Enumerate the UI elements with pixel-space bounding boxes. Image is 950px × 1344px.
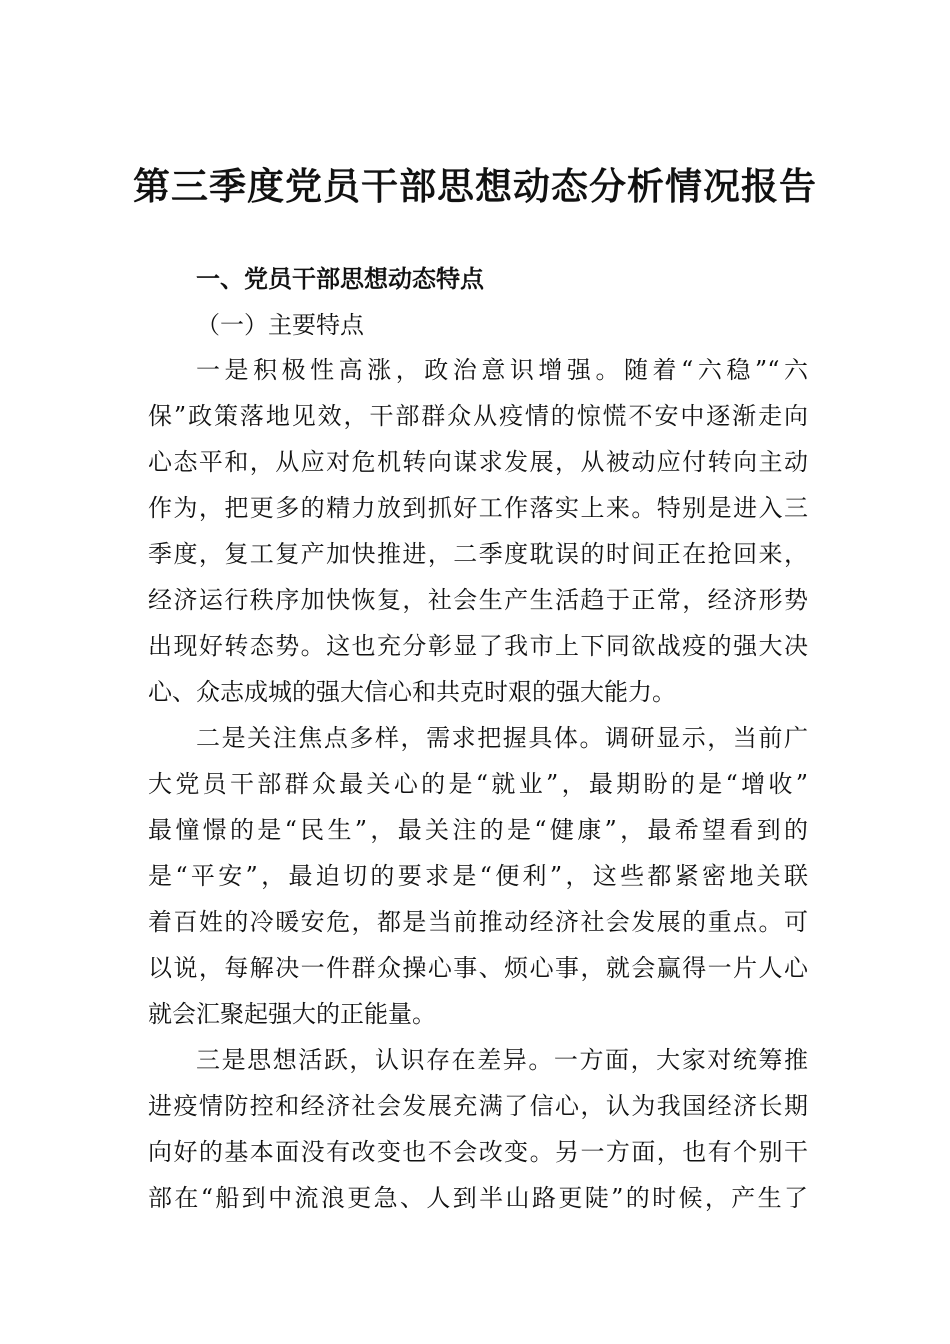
paragraph-line: 保”政策落地见效，干部群众从疫情的惊慌不安中逐渐走向 [148,402,808,430]
subsection-heading: （一）主要特点 [196,311,364,339]
paragraph-line: 出现好转态势。这也充分彰显了我市上下同欲战疫的强大决 [148,632,808,660]
paragraph-line: 就会汇聚起强大的正能量。 [148,1000,436,1028]
paragraph-line: 经济运行秩序加快恢复，社会生产生活趋于正常，经济形势 [148,586,808,614]
paragraph-line: 最憧憬的是“民生”，最关注的是“健康”，最希望看到的 [148,816,808,844]
paragraph-line: 季度，复工复产加快推进，二季度耽误的时间正在抢回来， [148,540,808,568]
paragraph-line: 心态平和，从应对危机转向谋求发展，从被动应付转向主动 [148,448,808,476]
paragraph-line: 以说，每解决一件群众操心事、烦心事，就会赢得一片人心 [148,954,808,982]
paragraph-line: 三是思想活跃，认识存在差异。一方面，大家对统筹推 [196,1046,808,1074]
paragraph-line: 心、众志成城的强大信心和共克时艰的强大能力。 [148,678,676,706]
paragraph-line: 一是积极性高涨，政治意识增强。随着“六稳”“六 [196,356,808,384]
paragraph-line: 二是关注焦点多样，需求把握具体。调研显示，当前广 [196,724,808,752]
paragraph-line: 是“平安”，最迫切的要求是“便利”，这些都紧密地关联 [148,862,808,890]
paragraph-line: 着百姓的冷暖安危，都是当前推动经济社会发展的重点。可 [148,908,808,936]
paragraph-line: 大党员干部群众最关心的是“就业”，最期盼的是“增收” [148,770,808,798]
paragraph-line: 作为，把更多的精力放到抓好工作落实上来。特别是进入三 [148,494,808,522]
paragraph-line: 进疫情防控和经济社会发展充满了信心，认为我国经济长期 [148,1092,808,1120]
paragraph-line: 部在“船到中流浪更急、人到半山路更陡”的时候，产生了 [148,1184,808,1212]
section-heading: 一、党员干部思想动态特点 [196,265,484,293]
document-title: 第三季度党员干部思想动态分析情况报告 [133,164,817,208]
paragraph-line: 向好的基本面没有改变也不会改变。另一方面，也有个别干 [148,1138,808,1166]
